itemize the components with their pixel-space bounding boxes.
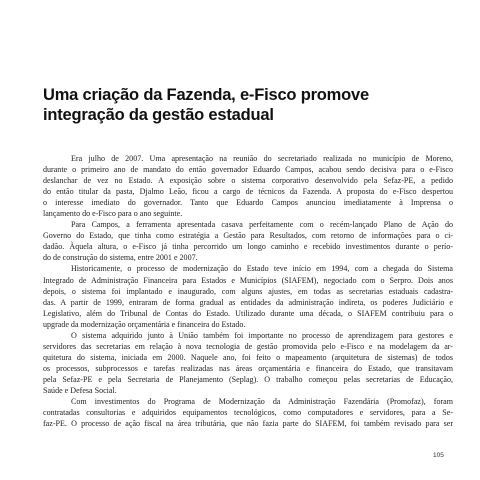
text-line: Historicamente, o processo de modernização do Estado teve início em 1994, com a chegada do Sistema <box>71 264 453 274</box>
text-line: faz-PE. O processo de ação fiscal na área tributária, que não fazia parte do SIAFEM, foi também revisado para ser <box>43 419 453 429</box>
text-line: servidores das secretarias em relação à nova tecnologia de gestão promovida pelo e-Fisco e na modelagem da ar- <box>43 341 453 351</box>
title-line: integração da gestão estadual <box>43 106 274 124</box>
text-line: Para Campos, a ferramenta apresentada casava perfeitamente com o recém-lançado Plano de Ação do <box>71 220 453 230</box>
text-line: upgrade da modernização orçamentária e financeira do Estado. <box>43 319 246 329</box>
text-line: Integrado de Administração Financeira para Estados e Municípios (SIAFEM), negociado com o Serpro. Dois anos <box>43 275 453 285</box>
text-line: Era julho de 2007. Uma apresentação na reunião do secretariado realizada no município de Moreno, <box>71 154 453 163</box>
text-line: Saúde e Defesa Social. <box>43 385 117 395</box>
text-line: Com investimentos do Programa de Modernização da Administração Fazendária (Promofaz), foram <box>71 397 453 407</box>
text-line: das. A partir de 1999, entraram de forma gradual as entidades da administração indireta, os poderes Judiciário e <box>43 297 453 307</box>
paragraph <box>43 330 453 396</box>
text-line: do então titular da pasta, Djalmo Leão, ficou a cargo de técnicos da Fazenda. A proposta do e-Fisco despertou <box>43 187 453 197</box>
text-line: lançamento do e-Fisco para o ano seguinte. <box>43 209 183 219</box>
text-line: deslanchar de vez no Estado. A exposição sobre o sistema corporativo desenvolvido pela Sefaz-PE, a pedido <box>43 176 453 186</box>
paragraph <box>43 219 453 263</box>
page-number: 105 <box>433 452 444 459</box>
article-title <box>43 85 443 125</box>
text-line: depois, o sistema foi implantado e inaugurado, com alguns ajustes, em todas as secretarias estaduais cadastra- <box>43 286 453 296</box>
text-line: do de construção do sistema, entre 2001 e 2007. <box>43 253 198 263</box>
text-line: pela Sefaz-PE e pela Secretaria de Planejamento (Seplag). O trabalho começou pelas secretarias de Educação, <box>43 374 453 384</box>
text-line: quitetura do sistema, iniciada em 2000. Naquele ano, foi feito o mapeamento (arquitetura de sistemas) de todos <box>43 352 453 362</box>
paragraph <box>43 263 453 329</box>
text-line: contratadas consultorias e adquiridos equipamentos tecnológicos, como computadores e servidores, para a Se- <box>43 408 453 418</box>
paragraph <box>43 396 453 429</box>
text-line: dadão. Àquela altura, o e-Fisco já tinha percorrido um longo caminho e recebido investimentos durante o perío- <box>43 242 453 252</box>
article-body <box>43 153 453 429</box>
paragraph <box>43 153 453 219</box>
text-line: o interesse imediato do governador. Tanto que Eduardo Campos anunciou imediatamente à Imprensa o <box>43 198 453 208</box>
text-line: Legislativo, além do Tribunal de Contas do Estado. Utilizado durante uma década, o SIAFEM contribuiu para o <box>43 308 453 318</box>
text-line: durante o primeiro ano de mandato do então governador Eduardo Campos, acabou sendo decisiva para o e-Fisco <box>43 165 453 175</box>
text-line: os processos, subprocessos e tarefas realizadas nas áreas orçamentária e financeira do Estado, que transitavam <box>43 363 453 373</box>
text-line: Governo do Estado, que tinha como estratégia a Gestão para Resultados, com retorno de informações para o ci- <box>43 231 453 241</box>
text-line: O sistema adquirido junto à União também foi importante no processo de aprendizagem para gestores e <box>71 330 453 340</box>
title-line: Uma criação da Fazenda, e-Fisco promove <box>43 86 369 104</box>
